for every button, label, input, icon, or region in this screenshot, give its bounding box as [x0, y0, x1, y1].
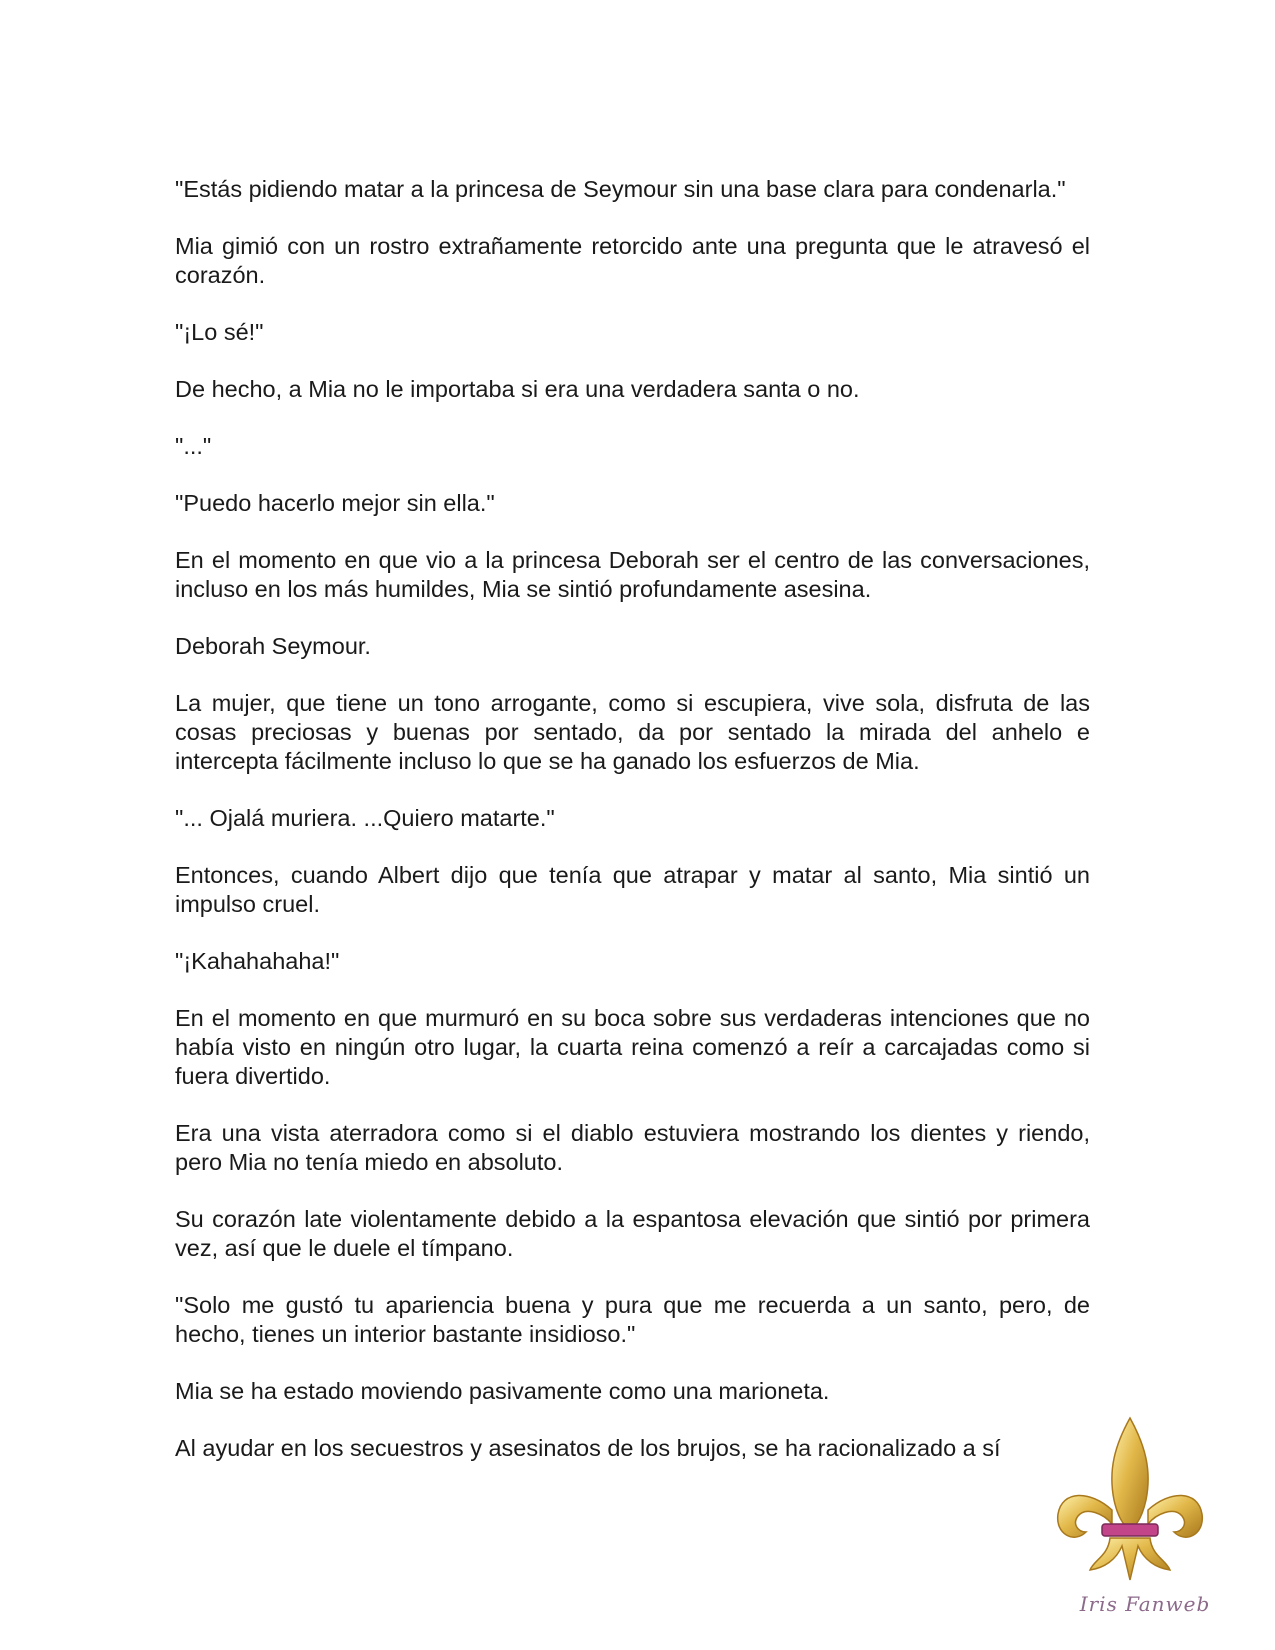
watermark [1050, 1410, 1210, 1630]
watermark-text: Iris Fanweb [1079, 1592, 1211, 1616]
paragraph-14: Era una vista aterradora como si el diablo estuviera mostrando los dientes y riendo, pero Mia no tenía miedo en absoluto. [175, 1120, 1090, 1175]
paragraph-10: "... Ojalá muriera. ...Quiero matarte." [175, 805, 555, 831]
paragraph-8: Deborah Seymour. [175, 633, 371, 659]
paragraph-1: "Estás pidiendo matar a la princesa de Seymour sin una base clara para condenarla." [175, 176, 1066, 202]
paragraph-18: Al ayudar en los secuestros y asesinatos de los brujos, se ha racionalizado a sí [175, 1435, 1001, 1461]
paragraph-4: De hecho, a Mia no le importaba si era una verdadera santa o no. [175, 376, 860, 402]
paragraph-17: Mia se ha estado moviendo pasivamente como una marioneta. [175, 1378, 830, 1404]
paragraph-13: En el momento en que murmuró en su boca sobre sus verdaderas intenciones que no había visto en ningún otro lugar, la cuarta reina comenzó a reír a carcajadas como si fuera divertido. [175, 1005, 1090, 1089]
fleur-de-lis-icon [1050, 1410, 1210, 1590]
paragraph-11: Entonces, cuando Albert dijo que tenía que atrapar y matar al santo, Mia sintió un impulso cruel. [175, 862, 1090, 917]
paragraph-3: "¡Lo sé!" [175, 319, 264, 345]
paragraph-7: En el momento en que vio a la princesa Deborah ser el centro de las conversaciones, incluso en los más humildes, Mia se sintió profundamente asesina. [175, 547, 1090, 602]
paragraph-12: "¡Kahahahaha!" [175, 948, 340, 974]
paragraph-5: "..." [175, 433, 212, 459]
paragraph-16: "Solo me gustó tu apariencia buena y pura que me recuerda a un santo, pero, de hecho, tienes un interior bastante insidioso." [175, 1292, 1090, 1347]
document-body [175, 175, 1090, 1463]
paragraph-15: Su corazón late violentamente debido a la espantosa elevación que sintió por primera vez, así que le duele el tímpano. [175, 1206, 1090, 1261]
paragraph-6: "Puedo hacerlo mejor sin ella." [175, 490, 495, 516]
paragraph-2: Mia gimió con un rostro extrañamente retorcido ante una pregunta que le atravesó el corazón. [175, 233, 1090, 288]
paragraph-9: La mujer, que tiene un tono arrogante, como si escupiera, vive sola, disfruta de las cosas preciosas y buenas por sentado, da por sentado la mirada del anhelo e intercepta fácilmente incluso lo que se ha ganado los esfuerzos de Mia. [175, 690, 1090, 774]
